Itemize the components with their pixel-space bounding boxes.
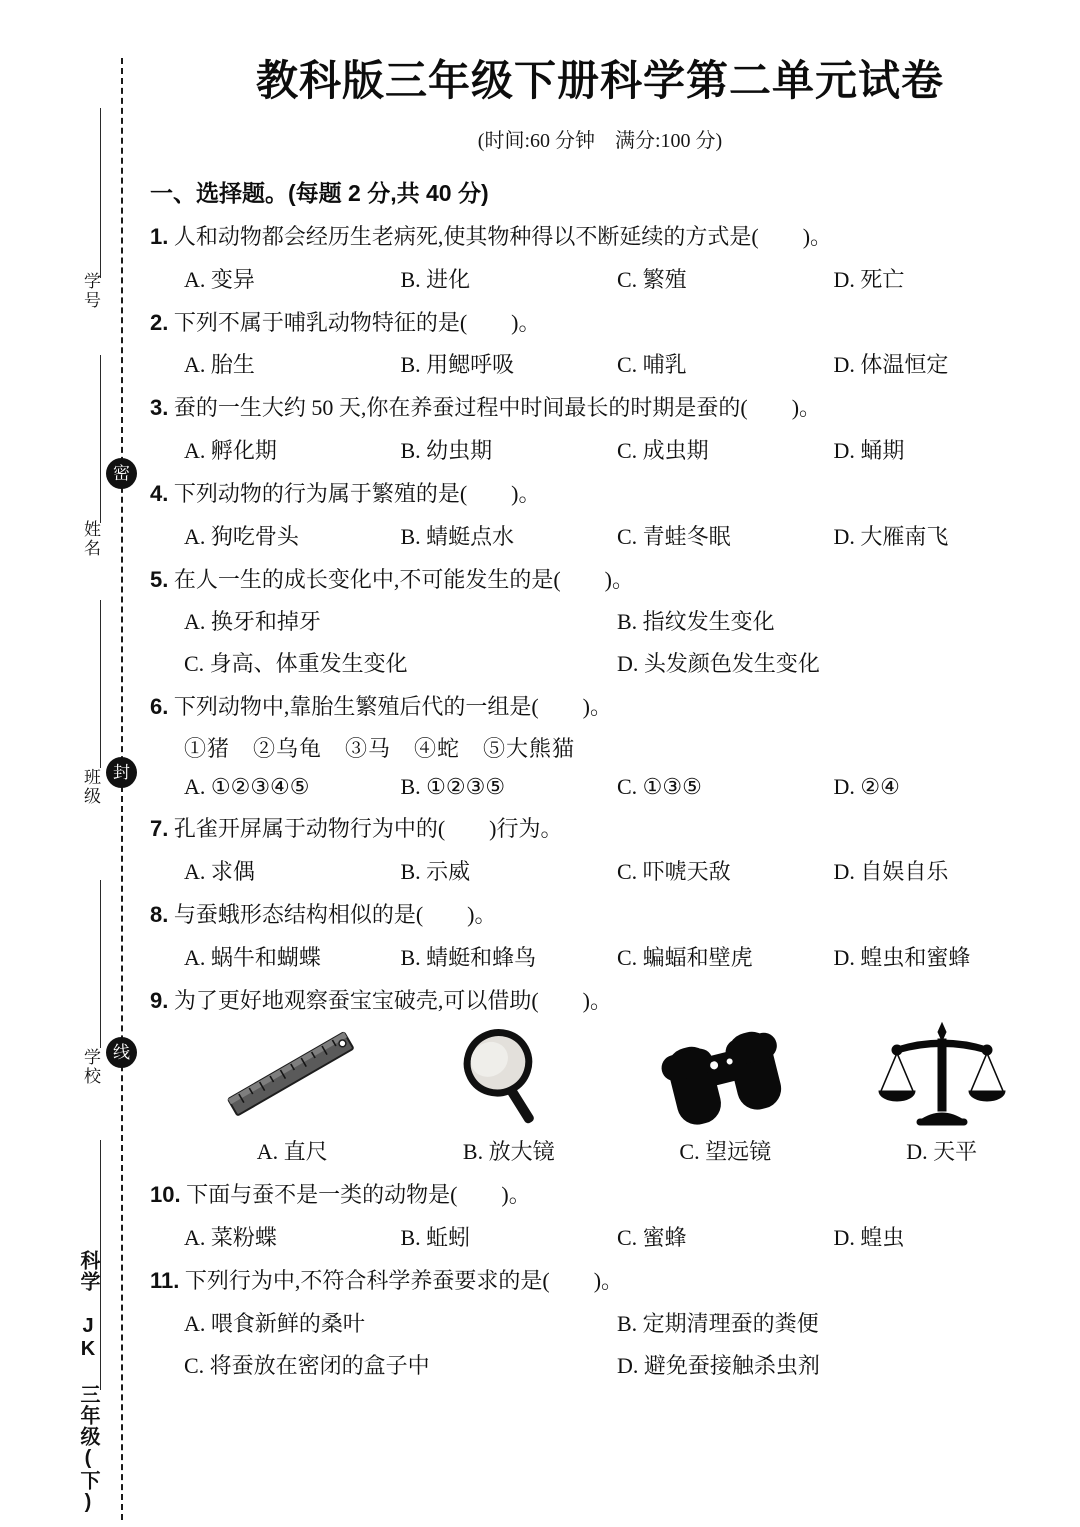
question-text: 下列动物的行为属于繁殖的是( )。 bbox=[168, 481, 541, 507]
option-row bbox=[150, 1221, 1050, 1252]
question-stem bbox=[150, 814, 1050, 844]
option-choice[interactable]: B. 进化 bbox=[400, 266, 471, 292]
question-number: 5. bbox=[150, 566, 169, 592]
option-choice[interactable]: A. ①②③④⑤ bbox=[184, 774, 310, 800]
question-stem bbox=[150, 1266, 1050, 1296]
question-block bbox=[150, 986, 1050, 1167]
question-stem bbox=[150, 222, 1050, 252]
question-stem bbox=[150, 479, 1050, 509]
option-choice[interactable]: A. 换牙和掉牙 bbox=[184, 609, 321, 635]
seal-dashed-line bbox=[121, 58, 123, 1520]
option-choice[interactable]: C. ①③⑤ bbox=[617, 774, 702, 800]
question-text: 下列不属于哺乳动物特征的是( )。 bbox=[168, 309, 541, 335]
exam-subtitle: (时间:60 分钟 满分:100 分) bbox=[477, 130, 723, 152]
option-choice[interactable]: C. 蜜蜂 bbox=[617, 1224, 687, 1250]
option-row bbox=[150, 348, 1050, 379]
option-choice[interactable]: A. 狗吃骨头 bbox=[184, 523, 299, 549]
option-choice[interactable]: A. 胎生 bbox=[184, 352, 255, 378]
write-rule-name bbox=[100, 355, 101, 523]
question-number: 3. bbox=[150, 395, 169, 421]
image-option[interactable] bbox=[834, 1021, 1051, 1166]
binoculars-icon bbox=[655, 1021, 795, 1129]
question-block bbox=[150, 1266, 1050, 1380]
option-row bbox=[150, 605, 1050, 636]
option-choice[interactable]: A. 孵化期 bbox=[184, 438, 277, 464]
question-text: 下列行为中,不符合科学养蚕要求的是( )。 bbox=[179, 1267, 624, 1293]
question-number: 11. bbox=[150, 1267, 180, 1293]
question-block bbox=[150, 565, 1050, 679]
option-choice[interactable]: D. 体温恒定 bbox=[833, 352, 949, 378]
option-row bbox=[150, 647, 1050, 678]
balance-scale-icon bbox=[877, 1021, 1007, 1129]
option-choice[interactable]: C. 青蛙冬眠 bbox=[617, 523, 731, 549]
option-choice[interactable]: A. 喂食新鲜的桑叶 bbox=[184, 1310, 365, 1336]
question-block bbox=[150, 479, 1050, 551]
option-choice[interactable]: D. 避免蚕接触杀虫剂 bbox=[617, 1352, 820, 1378]
write-rule-school bbox=[100, 880, 101, 1048]
option-row bbox=[150, 855, 1050, 886]
question-text: 蚕的一生大约 50 天,你在养蚕过程中时间最长的时期是蚕的( )。 bbox=[168, 395, 822, 421]
option-choice[interactable]: D. 自娱自乐 bbox=[833, 858, 949, 884]
question-block bbox=[150, 900, 1050, 972]
question-text: 为了更好地观察蚕宝宝破壳,可以借助( )。 bbox=[168, 987, 613, 1013]
seal-char-mi: 密 bbox=[106, 458, 137, 489]
option-choice[interactable]: C. 身高、体重发生变化 bbox=[184, 651, 408, 677]
question-stem bbox=[150, 900, 1050, 930]
image-option[interactable] bbox=[184, 1021, 401, 1166]
question-text: 与蚕蛾形态结构相似的是( )。 bbox=[168, 901, 497, 927]
question-number: 8. bbox=[150, 901, 169, 927]
question-block bbox=[150, 692, 1050, 800]
question-text: 下面与蚕不是一类的动物是( )。 bbox=[180, 1182, 531, 1208]
question-number: 2. bbox=[150, 309, 169, 335]
page-title: 教科版三年级下册科学第二单元试卷 bbox=[255, 57, 944, 104]
question-stem bbox=[150, 308, 1050, 338]
question-block bbox=[150, 1180, 1050, 1252]
sidebar-label-name: 姓名 bbox=[81, 520, 100, 558]
option-choice[interactable]: B. 用鳃呼吸 bbox=[400, 352, 515, 378]
question-text: 下列动物中,靠胎生繁殖后代的一组是( )。 bbox=[168, 694, 613, 720]
question-block bbox=[150, 393, 1050, 465]
option-choice[interactable]: A. 菜粉蝶 bbox=[184, 1224, 277, 1250]
option-choice[interactable]: D. 死亡 bbox=[833, 266, 905, 292]
question-text: 孔雀开屏属于动物行为中的( )行为。 bbox=[168, 816, 563, 842]
option-row bbox=[150, 941, 1050, 972]
question-number: 4. bbox=[150, 481, 169, 507]
option-row bbox=[150, 434, 1050, 465]
option-row bbox=[150, 1307, 1050, 1338]
option-choice[interactable]: B. 蚯蚓 bbox=[400, 1224, 471, 1250]
question-block bbox=[150, 222, 1050, 294]
sidebar-label-class: 班级 bbox=[81, 768, 100, 806]
option-choice[interactable]: D. 头发颜色发生变化 bbox=[617, 651, 820, 677]
option-choice[interactable]: D. 大雁南飞 bbox=[833, 523, 949, 549]
question-number: 10. bbox=[150, 1182, 181, 1208]
option-choice[interactable]: D. 蛹期 bbox=[833, 438, 905, 464]
image-option-label: D. 天平 bbox=[906, 1139, 978, 1165]
option-choice[interactable]: B. ①②③⑤ bbox=[400, 774, 506, 800]
question-text: 人和动物都会经历生老病死,使其物种得以不断延续的方式是( )。 bbox=[168, 224, 833, 249]
option-choice[interactable]: B. 定期清理蚕的粪便 bbox=[617, 1310, 819, 1336]
option-choice[interactable]: C. 成虫期 bbox=[617, 438, 709, 464]
option-choice[interactable]: B. 幼虫期 bbox=[400, 438, 493, 464]
seal-line-strip bbox=[0, 0, 132, 1527]
image-option-label: C. 望远镜 bbox=[679, 1139, 772, 1165]
question-stem bbox=[150, 393, 1050, 423]
question-text: 在人一生的成长变化中,不可能发生的是( )。 bbox=[168, 566, 635, 592]
sidebar-label-school: 学校 bbox=[81, 1048, 100, 1086]
question-stem bbox=[150, 692, 1050, 722]
question-number: 1. bbox=[150, 224, 169, 249]
image-option-label: B. 放大镜 bbox=[462, 1139, 555, 1165]
option-choice[interactable]: D. 蝗虫 bbox=[833, 1224, 905, 1250]
option-choice[interactable]: C. 蝙蝠和壁虎 bbox=[617, 944, 753, 970]
option-row bbox=[150, 263, 1050, 294]
option-choice[interactable]: D. 蝗虫和蜜蜂 bbox=[833, 944, 971, 970]
image-option-label: A. 直尺 bbox=[256, 1139, 328, 1165]
option-choice[interactable]: B. 蜻蜓点水 bbox=[400, 523, 515, 549]
sidebar-footer-label: 科学 JK 三年级(下) bbox=[77, 1250, 99, 1514]
ruler-icon bbox=[217, 1021, 367, 1129]
option-choice[interactable]: C. 吓唬天敌 bbox=[617, 858, 731, 884]
option-row bbox=[150, 774, 1050, 800]
magnifier-icon bbox=[449, 1021, 569, 1129]
questions-list bbox=[150, 222, 1050, 1380]
option-choice[interactable]: C. 繁殖 bbox=[617, 266, 687, 292]
seal-char-feng: 封 bbox=[106, 757, 137, 788]
exam-paper-body bbox=[150, 0, 1050, 1527]
question-number: 9. bbox=[150, 987, 169, 1013]
sidebar-label-student-id: 学号 bbox=[81, 272, 100, 310]
write-rule-class bbox=[100, 600, 101, 768]
question-sub-list: ①猪 ②乌龟 ③马 ④蛇 ⑤大熊猫 bbox=[184, 736, 576, 762]
question-stem bbox=[150, 1180, 1050, 1210]
question-block bbox=[150, 308, 1050, 380]
section-heading: 一、选择题。(每题 2 分,共 40 分) bbox=[150, 180, 489, 206]
write-rule-student-id bbox=[100, 108, 101, 278]
image-option[interactable] bbox=[401, 1021, 618, 1166]
option-choice[interactable]: A. 求偶 bbox=[184, 858, 255, 884]
option-choice[interactable]: C. 哺乳 bbox=[617, 352, 687, 378]
option-row bbox=[150, 1349, 1050, 1380]
option-choice[interactable]: B. 示威 bbox=[400, 858, 471, 884]
option-choice[interactable]: D. ②④ bbox=[833, 774, 900, 800]
seal-char-xian: 线 bbox=[106, 1037, 137, 1068]
image-option-row bbox=[150, 1021, 1050, 1166]
option-choice[interactable]: A. 变异 bbox=[184, 266, 255, 292]
question-number: 7. bbox=[150, 816, 169, 842]
image-option[interactable] bbox=[617, 1021, 834, 1166]
question-stem bbox=[150, 565, 1050, 595]
question-block bbox=[150, 814, 1050, 886]
question-stem bbox=[150, 986, 1050, 1016]
option-choice[interactable]: A. 蜗牛和蝴蝶 bbox=[184, 944, 321, 970]
question-number: 6. bbox=[150, 694, 169, 720]
option-choice[interactable]: C. 将蚕放在密闭的盒子中 bbox=[184, 1352, 430, 1378]
option-choice[interactable]: B. 蜻蜓和蜂鸟 bbox=[400, 944, 537, 970]
option-row bbox=[150, 520, 1050, 551]
option-choice[interactable]: B. 指纹发生变化 bbox=[617, 609, 775, 635]
